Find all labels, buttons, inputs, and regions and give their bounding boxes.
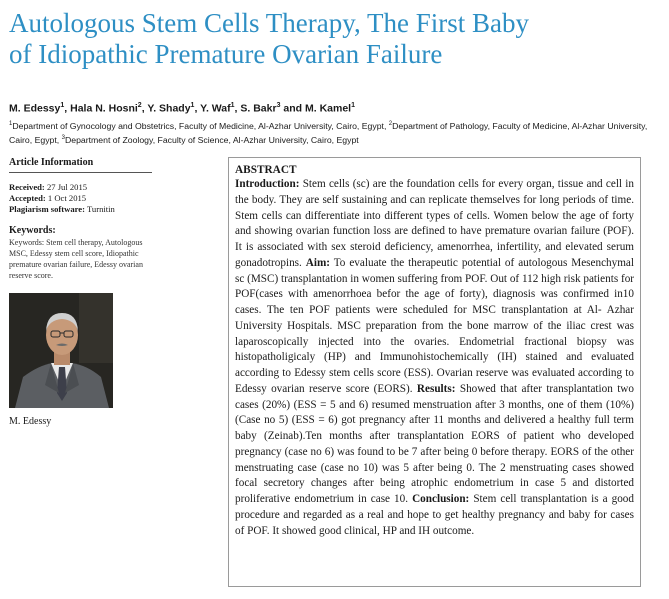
received-date: Received: 27 Jul 2015 [9,182,88,192]
affiliations: $^1$Department of Gynocology and Obstetrics, Faculty of Medicine, Al-Azhar University, Cairo, Egypt, $^2$Department of Pathology, Faculty of Medicine, Al-Azhar University, Cairo, Egypt, $^3$Department of Zoology, Faculty of Science, Al-Azhar University, Cairo, Egypt [9,120,648,146]
results-text: Showed that after transplantation two cases (20%) (ESS = 5 and 6) resumed menstruation after 3 months, one of them (10%) (Case no 5) (ESS = 6) got pregnancy after 11 months and delivered a healthy full term baby (Zeinab).Ten months after transplantation EORS of patient who developed pregnancy (case no 6) was found to be 7 after being 0 before therapy. EORS of the other menstruating case (case no 10) was 5 after being 0. The 2 menstruating cases showed focal secretory changes after being atrophic endometrium in case 5 and distorted proliferative endometrium in case 10. [235,382,634,505]
author: M. Kamel [305,102,352,115]
introduction-label: Introduction: [235,178,300,190]
abstract-box [228,157,641,587]
keywords-text: Keywords: Stem cell therapy, Autologous MSC, Edessy stem cell score, Idiopathic premature ovarian failure, Edessy ovarian reserve score. [9,238,143,280]
plagiarism-software: Plagiarism software: Turnitin [9,204,115,214]
affiliation: Department of Pathology, Faculty of Medicine, Al-Azhar University, Cairo, Egypt, [9,120,648,146]
author-list: M. Edessy$^1$, Hala N. Hosni$^2$, Y. Shady$^1$, Y. Waf$^1$, S. Bakr$^3$ and M. Kamel$^1$ [9,102,356,115]
conclusion-label: Conclusion: [412,493,470,505]
sidebar [9,157,157,427]
title-line-1: Autologous Stem Cells Therapy, The First Baby [9,8,529,38]
keywords-heading: Keywords: [9,225,56,236]
affiliation: Department of Zoology, Faculty of Science, Al-Azhar University, Cairo, Egypt [64,135,359,146]
author-photo [9,293,113,408]
author: Y. Waf [200,102,231,115]
aim-text: To evaluate the therapeutic potential of autologous Mesenchymal sc (MSC) transplantation in women suffering from POF. Out of 112 high risk patients for POF(cases with amenorrhoea befor the age of forty), diagnosis was confirmed in10 cases. The ten POF patients were scheduled for MSC transplantation at Al- Azhar University Hospitals. MSC preparation from the bone marrow of the iliac crest was laparoscopically injected into the ovaries. Endometrial fractional biopsy was histopatholigicaly (HP) and Immunohistochemically (IH) stained and evaluated according to Edessy stem cells score (ESS). Ovarian reserve was evaluated according to Edessy ovarian reserve score (EORS). [235,256,635,395]
results-label: Results: [416,382,456,395]
affiliation: Department of Gynocology and Obstetrics, Faculty of Medicine, Al-Azhar University, Cairo, Egypt, [12,120,389,131]
author-portrait-image [9,293,113,408]
article-info [9,182,157,215]
article-title [9,8,659,70]
abstract-body [235,177,634,539]
abstract-heading: ABSTRACT [235,164,297,176]
author: Y. Shady [147,102,191,115]
introduction-text: Stem cells (sc) are the foundation cells for every organ, tissue and cell in the body. They are self sustaining and can replicate themselves for long periods of time. Stem cells can differentiate into different types of cells. Women below the age of forty and showing ovarian function loss are defined to have premature ovarian failure (POF). It is associated with sex steroid deficiency, amenorrhea, infertility, and elevated serum gonadotropins. [235,178,634,269]
author: Hala N. Hosni [70,102,138,115]
conclusion-text: Stem cell transplantation is a good procedure and regarded as a real and hope to get healthy pregnancy and baby for cases of POF. It showed good clinical, HP and IH outcome. [235,493,634,537]
aim-label: Aim: [305,256,330,269]
title-line-2: of Idiopathic Premature Ovarian Failure [9,39,443,69]
article-info-heading: Article Information [9,157,152,173]
accepted-date: Accepted: 1 Oct 2015 [9,193,87,203]
author: M. Edessy [9,102,61,115]
author: S. Bakr [240,102,277,115]
photo-caption: M. Edessy [9,416,52,427]
